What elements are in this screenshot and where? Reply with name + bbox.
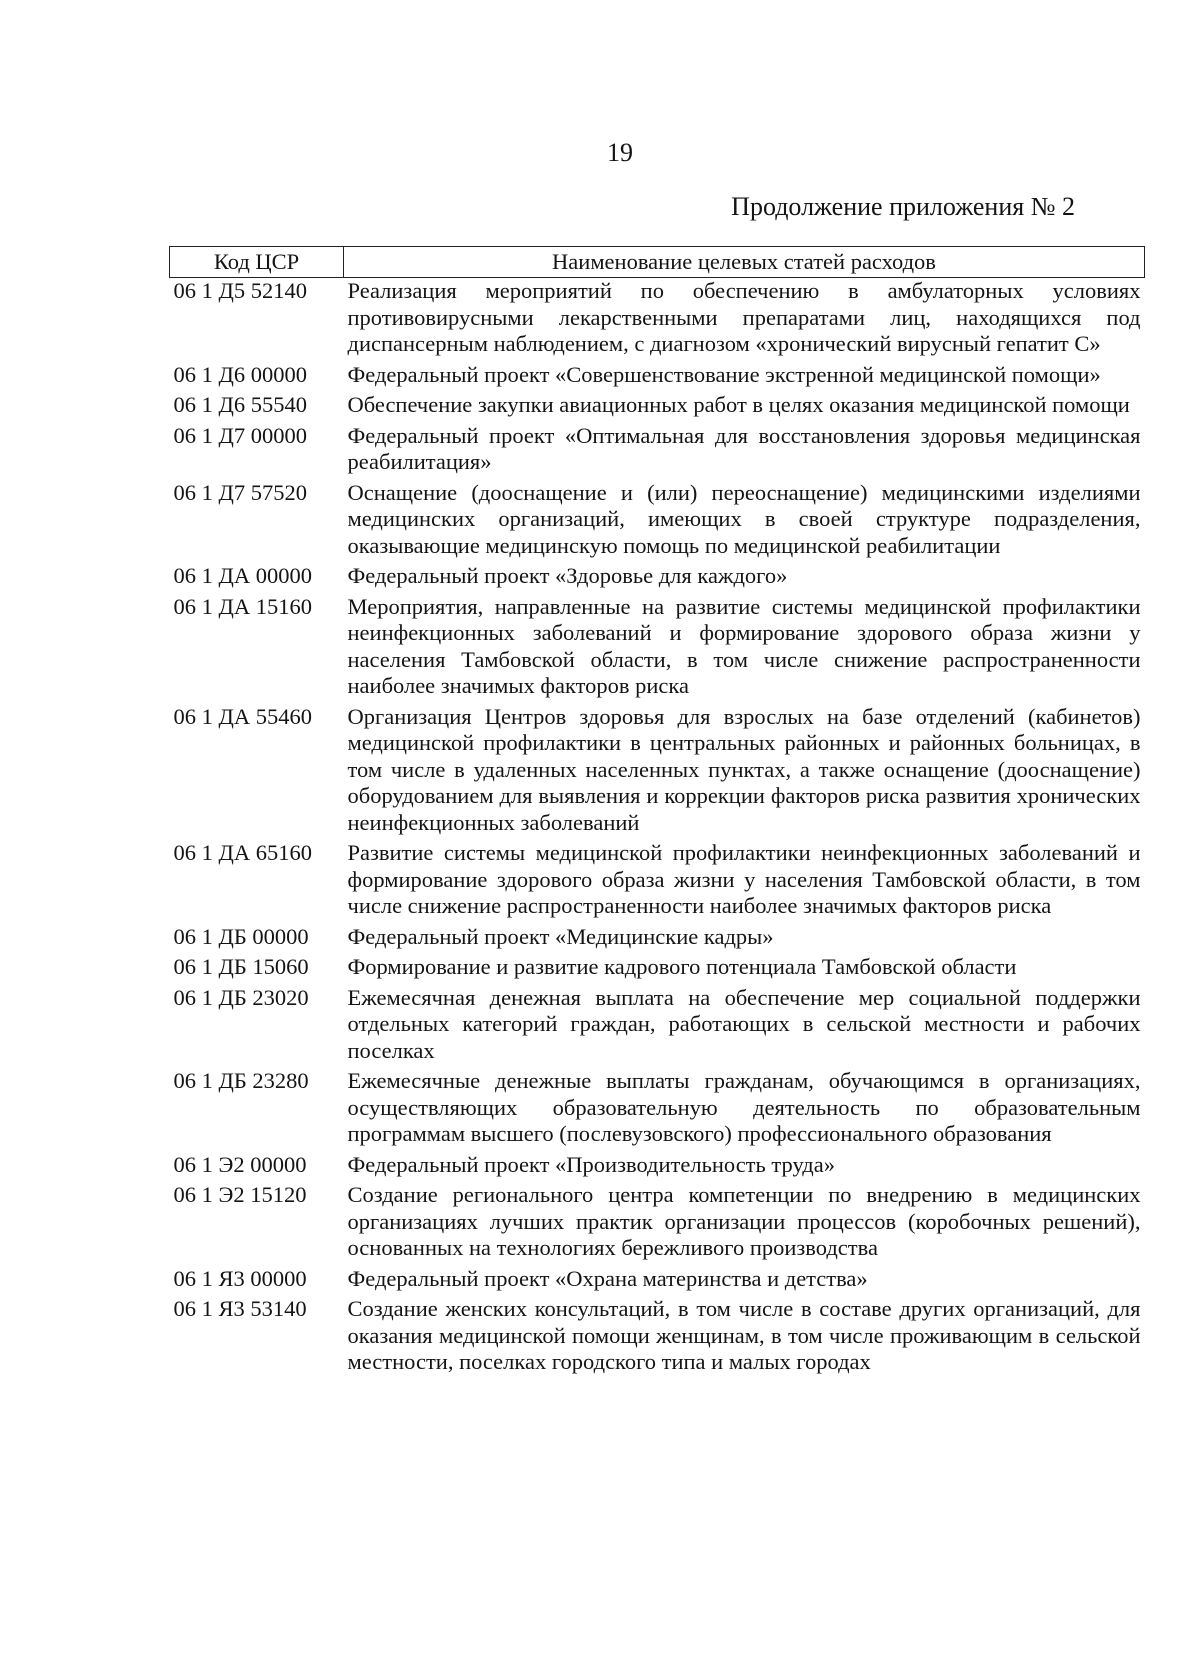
row-code: 06 1 ДА 00000: [173, 563, 312, 588]
page-number: 19: [607, 138, 633, 167]
row-name: Федеральный проект «Охрана материнства и детства»: [347, 1265, 868, 1291]
row-name: Федеральный проект «Оптимальная для восстановления здоровья медицинская реабилитация»: [347, 422, 1141, 474]
table-row: [170, 840, 1145, 924]
row-code: 06 1 Я3 53140: [173, 1296, 307, 1321]
table-row: [170, 1182, 1145, 1266]
row-code: 06 1 ДБ 23280: [173, 1068, 309, 1093]
row-code: 06 1 Д6 55540: [173, 392, 307, 417]
row-name: Создание регионального центра компетенции по внедрению в медицинских организациях лучших практик организации процессов (коробочных решений), основанных на технологиях бережливого производства: [347, 1182, 1141, 1260]
table-row: [170, 1068, 1145, 1152]
row-name: Федеральный проект «Здоровье для каждого»: [347, 563, 788, 588]
table-row: [170, 924, 1145, 955]
table-row: [170, 480, 1145, 564]
row-name: Ежемесячные денежные выплаты гражданам, обучающимся в организациях, осуществляющих образовательную деятельность по образовательным программам высшего (послевузовского) профессионального образования: [347, 1068, 1141, 1146]
row-code: 06 1 Д7 57520: [173, 479, 307, 505]
row-name: Создание женских консультаций, в том числе в составе других организаций, для оказания медицинской помощи женщинам, в том числе проживающим в сельской местности, поселках городского типа и малых городах: [347, 1296, 1141, 1374]
table-row: [170, 1296, 1145, 1380]
header-code: Код ЦСР: [170, 247, 344, 278]
table-row: [170, 985, 1145, 1069]
row-code: 06 1 ДБ 23020: [173, 984, 309, 1010]
row-code: 06 1 Э2 15120: [173, 1182, 307, 1207]
row-code: 06 1 Д6 00000: [173, 361, 307, 387]
row-name: Мероприятия, направленные на развитие системы медицинской профилактики неинфекционных заболеваний и формирование здорового образа жизни у населения Тамбовской области, в том числе снижение распространенности наиболее значимых факторов риска: [347, 593, 1141, 698]
row-name: Обеспечение закупки авиационных работ в целях оказания медицинской помощи: [347, 392, 1130, 417]
table-row: [170, 423, 1145, 480]
table-row: [170, 1152, 1145, 1183]
table-row: [170, 954, 1145, 985]
row-name: Развитие системы медицинской профилактики неинфекционных заболеваний и формирование здорового образа жизни у населения Тамбовской области, в том числе снижение распространенности наиболее значимых факторов риска: [347, 840, 1141, 918]
row-name: Федеральный проект «Совершенствование экстренной медицинской помощи»: [347, 361, 1101, 387]
table-row: [170, 1266, 1145, 1297]
row-name: Организация Центров здоровья для взрослых на базе отделений (кабинетов) медицинской профилактики в центральных районных и районных больницах, в том числе в удаленных населенных пунктах, а также оснащение (дооснащение) оборудованием для выявления и коррекции факторов риска развития хронических неинфекционных заболеваний: [347, 703, 1141, 835]
table-row: [170, 392, 1145, 423]
row-code: 06 1 ДБ 00000: [173, 923, 309, 949]
row-name: Формирование и развитие кадрового потенциала Тамбовской области: [347, 954, 1017, 979]
table-row: [170, 704, 1145, 841]
row-name: Ежемесячная денежная выплата на обеспечение мер социальной поддержки отдельных категорий граждан, работающих в сельской местности и рабочих поселках: [347, 984, 1141, 1063]
row-code: 06 1 ДБ 15060: [173, 954, 309, 979]
row-name: Федеральный проект «Производительность труда»: [347, 1151, 835, 1177]
row-code: 06 1 Д5 52140: [173, 278, 307, 303]
row-code: 06 1 ДА 15160: [173, 593, 312, 619]
row-code: 06 1 Д7 00000: [173, 422, 307, 448]
table-row: [170, 278, 1145, 362]
table-row: [170, 563, 1145, 594]
row-name: Федеральный проект «Медицинские кадры»: [347, 923, 774, 949]
row-name: Реализация мероприятий по обеспечению в амбулаторных условиях противовирусными лекарственными препаратами лиц, находящихся под диспансерным наблюдением, с диагнозом «хронический вирусный гепатит С»: [347, 278, 1141, 356]
appendix-title: Продолжение приложения № 2: [731, 192, 1075, 221]
header-name: Наименование целевых статей расходов: [344, 247, 1145, 278]
row-name: Оснащение (дооснащение и (или) переоснащение) медицинскими изделиями медицинских организаций, имеющих в своей структуре подразделения, оказывающие медицинскую помощь по медицинской реабилитации: [347, 479, 1141, 558]
table-row: [170, 362, 1145, 393]
row-code: 06 1 ДА 65160: [173, 840, 312, 865]
row-code: 06 1 ДА 55460: [173, 703, 312, 729]
row-code: 06 1 Я3 00000: [173, 1265, 307, 1291]
row-code: 06 1 Э2 00000: [173, 1151, 307, 1177]
table-row: [170, 594, 1145, 704]
table-header-row: [170, 247, 1145, 278]
expense-codes-table: [169, 246, 1145, 1380]
